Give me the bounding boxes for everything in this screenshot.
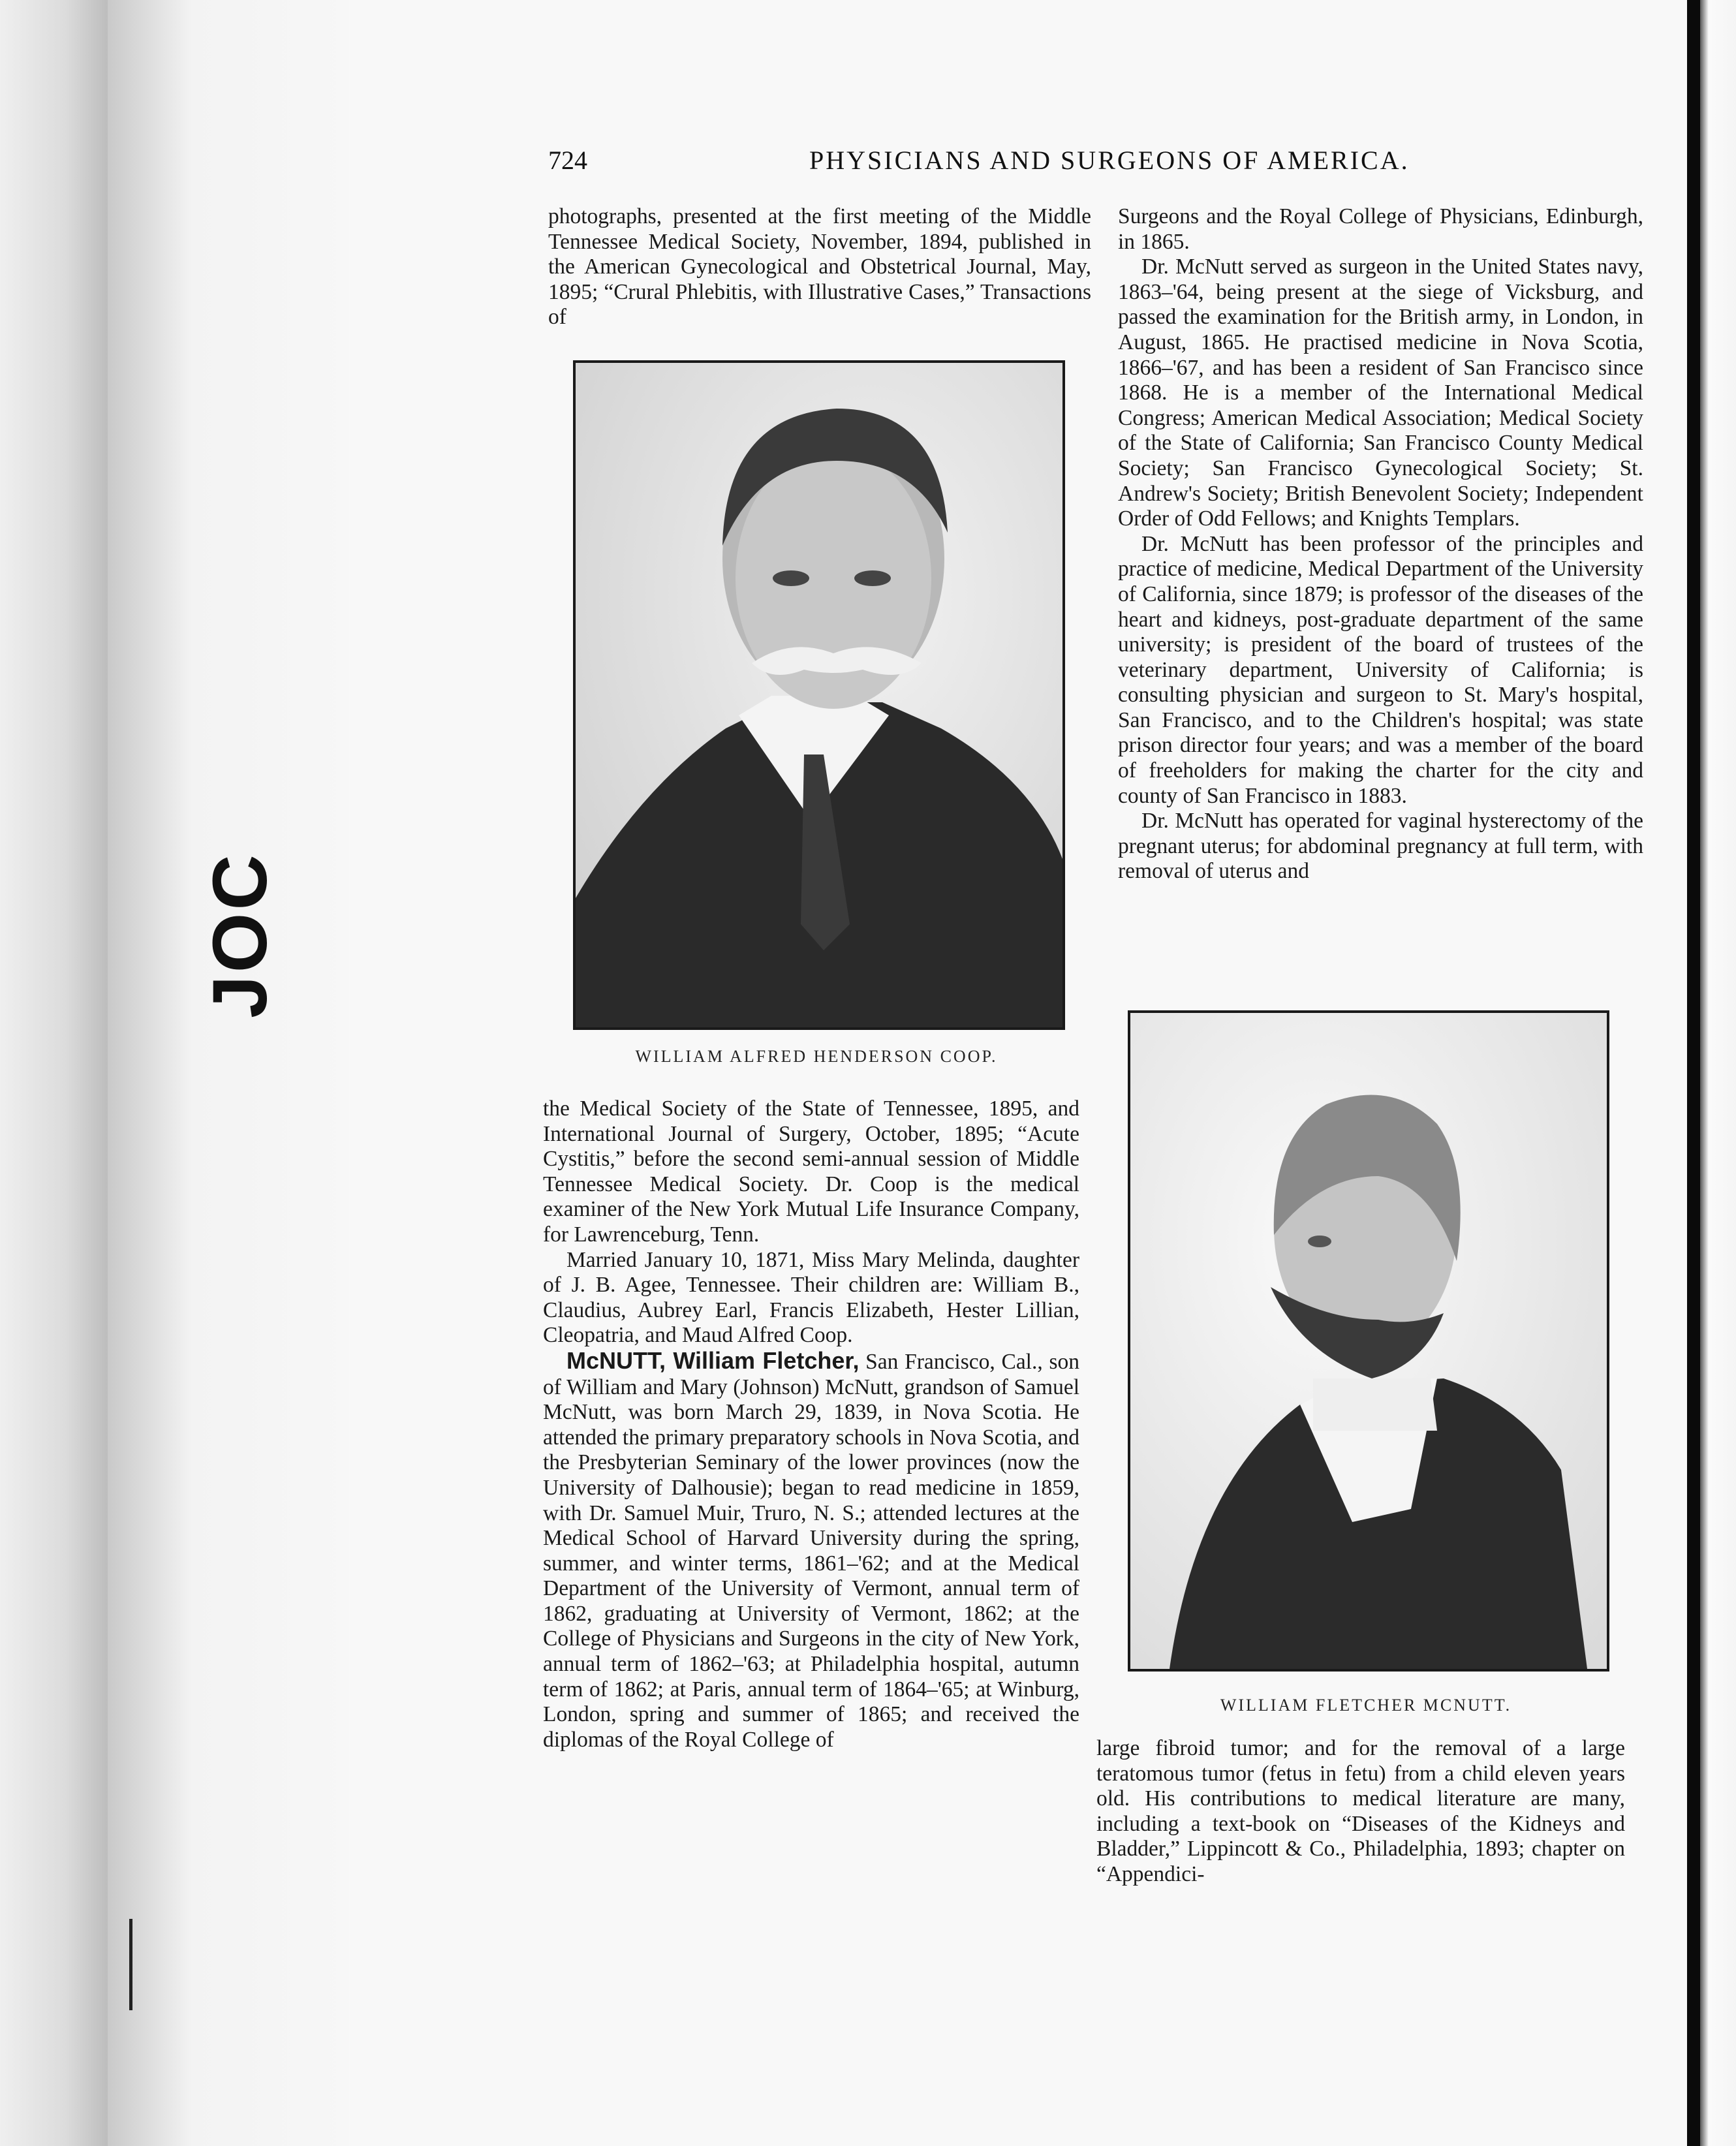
book-spine (0, 0, 108, 2146)
portrait-mcnutt-image (1130, 1013, 1607, 1669)
next-page-edge (1697, 0, 1736, 2146)
portrait-coop (573, 360, 1065, 1030)
right-column-bottom (1096, 1736, 1625, 1888)
left-column-top (548, 204, 1091, 330)
mcnutt-para-2: Dr. McNutt served as surgeon in the United States navy, 1863–'64, being present at the siege of Vicksburg, and passed the examination for the British army, in London, in August, 1865. He practised medicine in Nova Scotia, 1866–'67, and has been a resident of San Francisco since 1868. He is a member of the International Medical Congress; American Medical Association; Medical Society of the State of California; San Francisco County Medical Society; San Francisco Gynecological Society; St. Andrew's Society; British Benevolent Society; Independent Order of Odd Fellows; and Knights Templars. (1118, 255, 1643, 531)
mcnutt-paragraph: San Francisco, Cal., son of William and Mary (Johnson) McNutt, grandson of Samuel McNutt, was born March 29, 1839, in Nova Scotia. He attended the primary preparatory schools in Nova Scotia, and the Presbyterian Seminary of the lower provinces (now the University of Dalhousie); began to read medicine in 1859, with Dr. Samuel Muir, Truro, N. S.; attended lectures at the Medical School of Harvard University during the spring, summer, and winter terms, 1861–'62; and at the Medical Department of the University of Vermont, annual term of 1862, graduating at University of Vermont, 1862; at the College of Physicians and Surgeons in the city of New York, annual term of 1862–'63; at Philadelphia hospital, autumn term of 1862; at Paris, annual term of 1864–'65; at Winburg, London, spring and summer of 1865; and received the diplomas of the Royal College of (543, 1349, 1079, 1752)
coop-paragraph-2: Married January 10, 1871, Miss Mary Melinda, daughter of J. B. Agee, Tennessee. Their children are: William B., Claudius, Aubrey Earl, Francis Elizabeth, Hester Lillian, Cleopatria, and Maud Alfred Coop. (543, 1247, 1079, 1348)
page-number: 724 (548, 146, 587, 175)
mcnutt-para-5: large fibroid tumor; and for the removal of a large teratomous tumor (fetus in fetu) from a child eleven years old. His contributions to medical literature are many, including a text-book on “Diseases of the Kidneys and Bladder,” Lippincott & Co., Philadelphia, 1893; chapter on “Appendici- (1096, 1736, 1625, 1886)
portrait-mcnutt-caption: WILLIAM FLETCHER MCNUTT. (1220, 1696, 1512, 1715)
portrait-coop-caption: WILLIAM ALFRED HENDERSON COOP. (635, 1047, 998, 1066)
page-gutter (108, 0, 349, 2146)
running-title: PHYSICIANS AND SURGEONS OF AMERICA. (809, 146, 1410, 175)
portrait-mcnutt (1128, 1010, 1609, 1672)
left-column-bottom (543, 1096, 1079, 1752)
mcnutt-entry (543, 1348, 1079, 1753)
spine-ticks (129, 1919, 139, 2010)
left-top-paragraph: photographs, presented at the first meeting of the Middle Tennessee Medical Society, November, 1894, published in the American Gynecological and Obstetrical Journal, May, 1895; “Crural Phlebitis, with Illustrative Cases,” Transactions of (548, 204, 1091, 330)
mcnutt-para-3: Dr. McNutt has been professor of the principles and practice of medicine, Medical Department of the University of California, since 1879; is professor of the diseases of the heart and kidneys, post-graduate department of the same university; is president of the board of trustees of the veterinary department, University of California; is consulting physician and surgeon to St. Mary's hospital, San Francisco, and to the Children's hospital; was state prison director four years; and was a member of the board of freeholders for making the charter for the city and county of San Francisco in 1883. (1118, 531, 1643, 808)
page-edge-inner (1687, 0, 1700, 2146)
right-column-top (1118, 204, 1643, 884)
coop-paragraph-1: the Medical Society of the State of Tennessee, 1895, and International Journal of Surgery, October, 1895; “Acute Cystitis,” before the second semi-annual session of Middle Tennessee Medical Society. Dr. Coop is the medical examiner of the New York Mutual Life Insurance Company, for Lawrenceburg, Tenn. (543, 1096, 1079, 1247)
mcnutt-para-4: Dr. McNutt has operated for vaginal hysterectomy of the pregnant uterus; for abdominal pregnancy at full term, with removal of uterus and (1118, 809, 1643, 884)
portrait-coop-image (576, 363, 1062, 1027)
spine-mark: JOC (197, 852, 283, 1018)
mcnutt-name: McNUTT, William Fletcher, (566, 1346, 860, 1374)
mcnutt-para-1: Surgeons and the Royal College of Physicians, Edinburgh, in 1865. (1118, 204, 1643, 254)
page-header (548, 145, 1410, 184)
